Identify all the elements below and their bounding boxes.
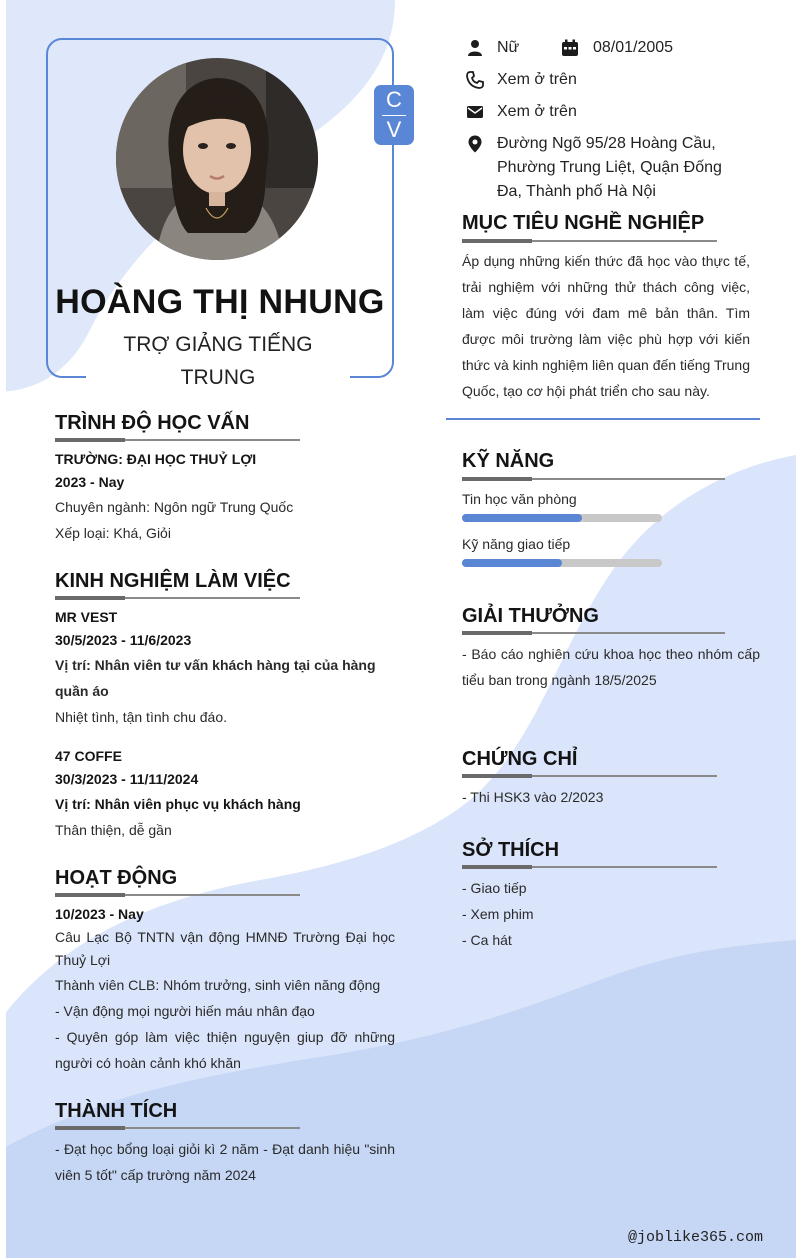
achievements-text: - Đạt học bổng loại giỏi kì 2 năm - Đạt danh hiệu "sinh viên 5 tốt" cấp trường năm 2024	[55, 1141, 395, 1183]
rule-accent	[462, 477, 532, 481]
skill-bar	[462, 559, 662, 567]
rule-accent	[55, 438, 125, 442]
rule-accent	[462, 239, 532, 243]
birthday-text: 08/01/2005	[593, 39, 674, 56]
job-period: 30/5/2023 - 11/6/2023	[55, 632, 192, 648]
skill-bar-fill	[462, 514, 582, 522]
candidate-role: TRỢ GIẢNG TIẾNG TRUNG	[123, 333, 313, 389]
education-heading: TRÌNH ĐỘ HỌC VẤN	[55, 412, 250, 434]
objective-heading-rule	[462, 240, 717, 242]
awards-heading-rule	[462, 632, 725, 634]
watermark-text: @joblike365.com	[627, 1229, 763, 1246]
job-position: Vị trí: Nhân viên tư vấn khách hàng tại của hàng quần áo	[55, 657, 376, 699]
skill-label: Tin học văn phòng	[462, 491, 577, 507]
achievements-heading: THÀNH TÍCH	[55, 1100, 178, 1122]
awards-heading: GIẢI THƯỞNG	[462, 605, 599, 627]
portrait-image	[116, 58, 318, 260]
skill-bar-fill	[462, 559, 562, 567]
section-separator	[446, 418, 760, 420]
education-major: Chuyên ngành: Ngôn ngữ Trung Quốc	[55, 499, 294, 515]
gender-text: Nữ	[497, 39, 520, 56]
job-period: 30/3/2023 - 11/11/2024	[55, 771, 199, 787]
job-company: MR VEST	[55, 609, 118, 625]
hobby-item: - Xem phim	[462, 906, 534, 922]
school-name: TRƯỜNG: ĐẠI HỌC THUỶ LỢI	[55, 451, 257, 467]
skills-heading-rule	[462, 478, 725, 480]
activity-item: - Vận động mọi người hiến máu nhân đạo	[55, 1003, 315, 1019]
awards-text: - Báo cáo nghiên cứu khoa học theo nhóm cấp tiểu ban trong ngành 18/5/2025	[462, 646, 760, 688]
cv-badge	[374, 85, 414, 145]
skill-bar	[462, 514, 662, 522]
rule-accent	[55, 893, 125, 897]
rule-accent	[462, 631, 532, 635]
achievements-heading-rule	[55, 1127, 300, 1129]
cv-badge-top: C	[386, 87, 402, 112]
objective-heading: MỤC TIÊU NGHỀ NGHIỆP	[462, 212, 705, 234]
calendar-icon	[561, 39, 579, 57]
job-note: Thân thiện, dễ gần	[55, 822, 172, 838]
hobby-item: - Giao tiếp	[462, 880, 527, 896]
hobby-item: - Ca hát	[462, 932, 512, 948]
activity-role: Thành viên CLB: Nhóm trưởng, sinh viên năng động	[55, 977, 381, 993]
activities-heading: HOẠT ĐỘNG	[55, 867, 178, 889]
left-margin-strip	[0, 0, 6, 1258]
education-heading-rule	[55, 439, 300, 441]
certificates-heading-rule	[462, 775, 717, 777]
cv-badge-bottom: V	[386, 117, 402, 142]
job-company: 47 COFFE	[55, 748, 122, 764]
education-period: 2023 - Nay	[55, 474, 125, 490]
activity-item: - Quyên góp làm việc thiện nguyện giup đỡ những người có hoàn cảnh khó khăn	[55, 1029, 395, 1071]
experience-heading-rule	[55, 597, 300, 599]
phone-icon	[466, 71, 484, 89]
activity-period: 10/2023 - Nay	[55, 906, 144, 922]
rule-accent	[55, 596, 125, 600]
experience-heading: KINH NGHIỆM LÀM VIỆC	[55, 570, 291, 592]
rule-accent	[55, 1126, 125, 1130]
candidate-name: HOÀNG THỊ NHUNG	[55, 283, 385, 321]
email-text: Xem ở trên	[497, 103, 577, 120]
phone-text: Xem ở trên	[497, 71, 577, 88]
job-position: Vị trí: Nhân viên phục vụ khách hàng	[55, 796, 301, 812]
mail-icon	[466, 103, 484, 121]
objective-text: Áp dụng những kiến thức đã học vào thực tế, trải nghiệm với những thử thách công việc, làm việc đúng với đam mê bản thân. Tìm được môi trường làm việc phù hợp với kiến thức và kinh nghiệm liên quan đến tiếng Trung Quốc, tạo cơ hội phát triển cho sau này.	[462, 253, 751, 399]
hobbies-heading-rule	[462, 866, 717, 868]
skill-label: Kỹ năng giao tiếp	[462, 536, 571, 552]
rule-accent	[462, 774, 532, 778]
activities-heading-rule	[55, 894, 300, 896]
certificates-heading: CHỨNG CHỈ	[462, 748, 578, 770]
job-note: Nhiệt tình, tận tình chu đáo.	[55, 709, 228, 725]
person-icon	[466, 39, 484, 57]
rule-accent	[462, 865, 532, 869]
hobbies-heading: SỞ THÍCH	[462, 839, 560, 861]
location-pin-icon	[466, 135, 484, 153]
certificate-item: - Thi HSK3 vào 2/2023	[462, 789, 604, 805]
education-grade: Xếp loại: Khá, Giỏi	[55, 525, 171, 541]
profile-photo	[116, 58, 318, 260]
skills-heading: KỸ NĂNG	[462, 450, 555, 472]
address-text: Đường Ngõ 95/28 Hoàng Cầu, Phường Trung Liệt, Quận Đống Đa, Thành phố Hà Nội	[497, 135, 722, 200]
activity-organization: Câu Lạc Bộ TNTN vận động HMNĐ Trường Đại học Thuỷ Lợi	[55, 929, 395, 968]
